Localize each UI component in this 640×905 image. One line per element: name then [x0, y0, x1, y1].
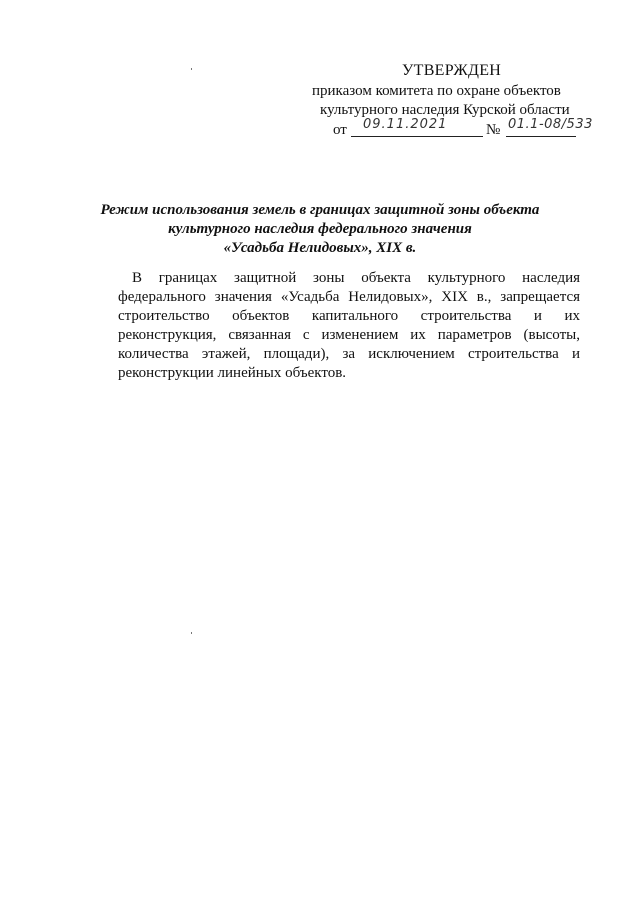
body-paragraph: В границах защитной зоны объекта культурного наследия федерального значения «Усадьба Нелидовых», XIX в., запрещается строительство объектов капитального строительства и их реконструкция, связанная с изменением их параметров (высоты, количества этажей, площади), за исключением строительства и реконструкции линейных объектов. [118, 270, 580, 381]
approval-title: УТВЕРЖДЕН [402, 62, 502, 79]
scan-speck [191, 68, 192, 70]
heading-line-1: Режим использования земель в границах защитной зоны объекта [100, 202, 540, 218]
approval-order-line: приказом комитета по охране объектов [312, 83, 561, 99]
heading-line-3: «Усадьба Нелидовых», XIX в. [223, 240, 417, 256]
date-underline [351, 118, 483, 137]
approval-committee-line: культурного наследия Курской области [320, 102, 570, 118]
scan-speck [191, 632, 192, 634]
handwritten-number: 01.1-08/533 [508, 117, 593, 132]
date-prefix: от [333, 122, 347, 138]
handwritten-date: 09.11.2021 [363, 117, 448, 132]
approval-date-number-row [333, 118, 613, 140]
heading-line-2: культурного наследия федерального значения [168, 221, 472, 237]
number-prefix: № [486, 122, 501, 138]
document-heading [60, 201, 580, 258]
